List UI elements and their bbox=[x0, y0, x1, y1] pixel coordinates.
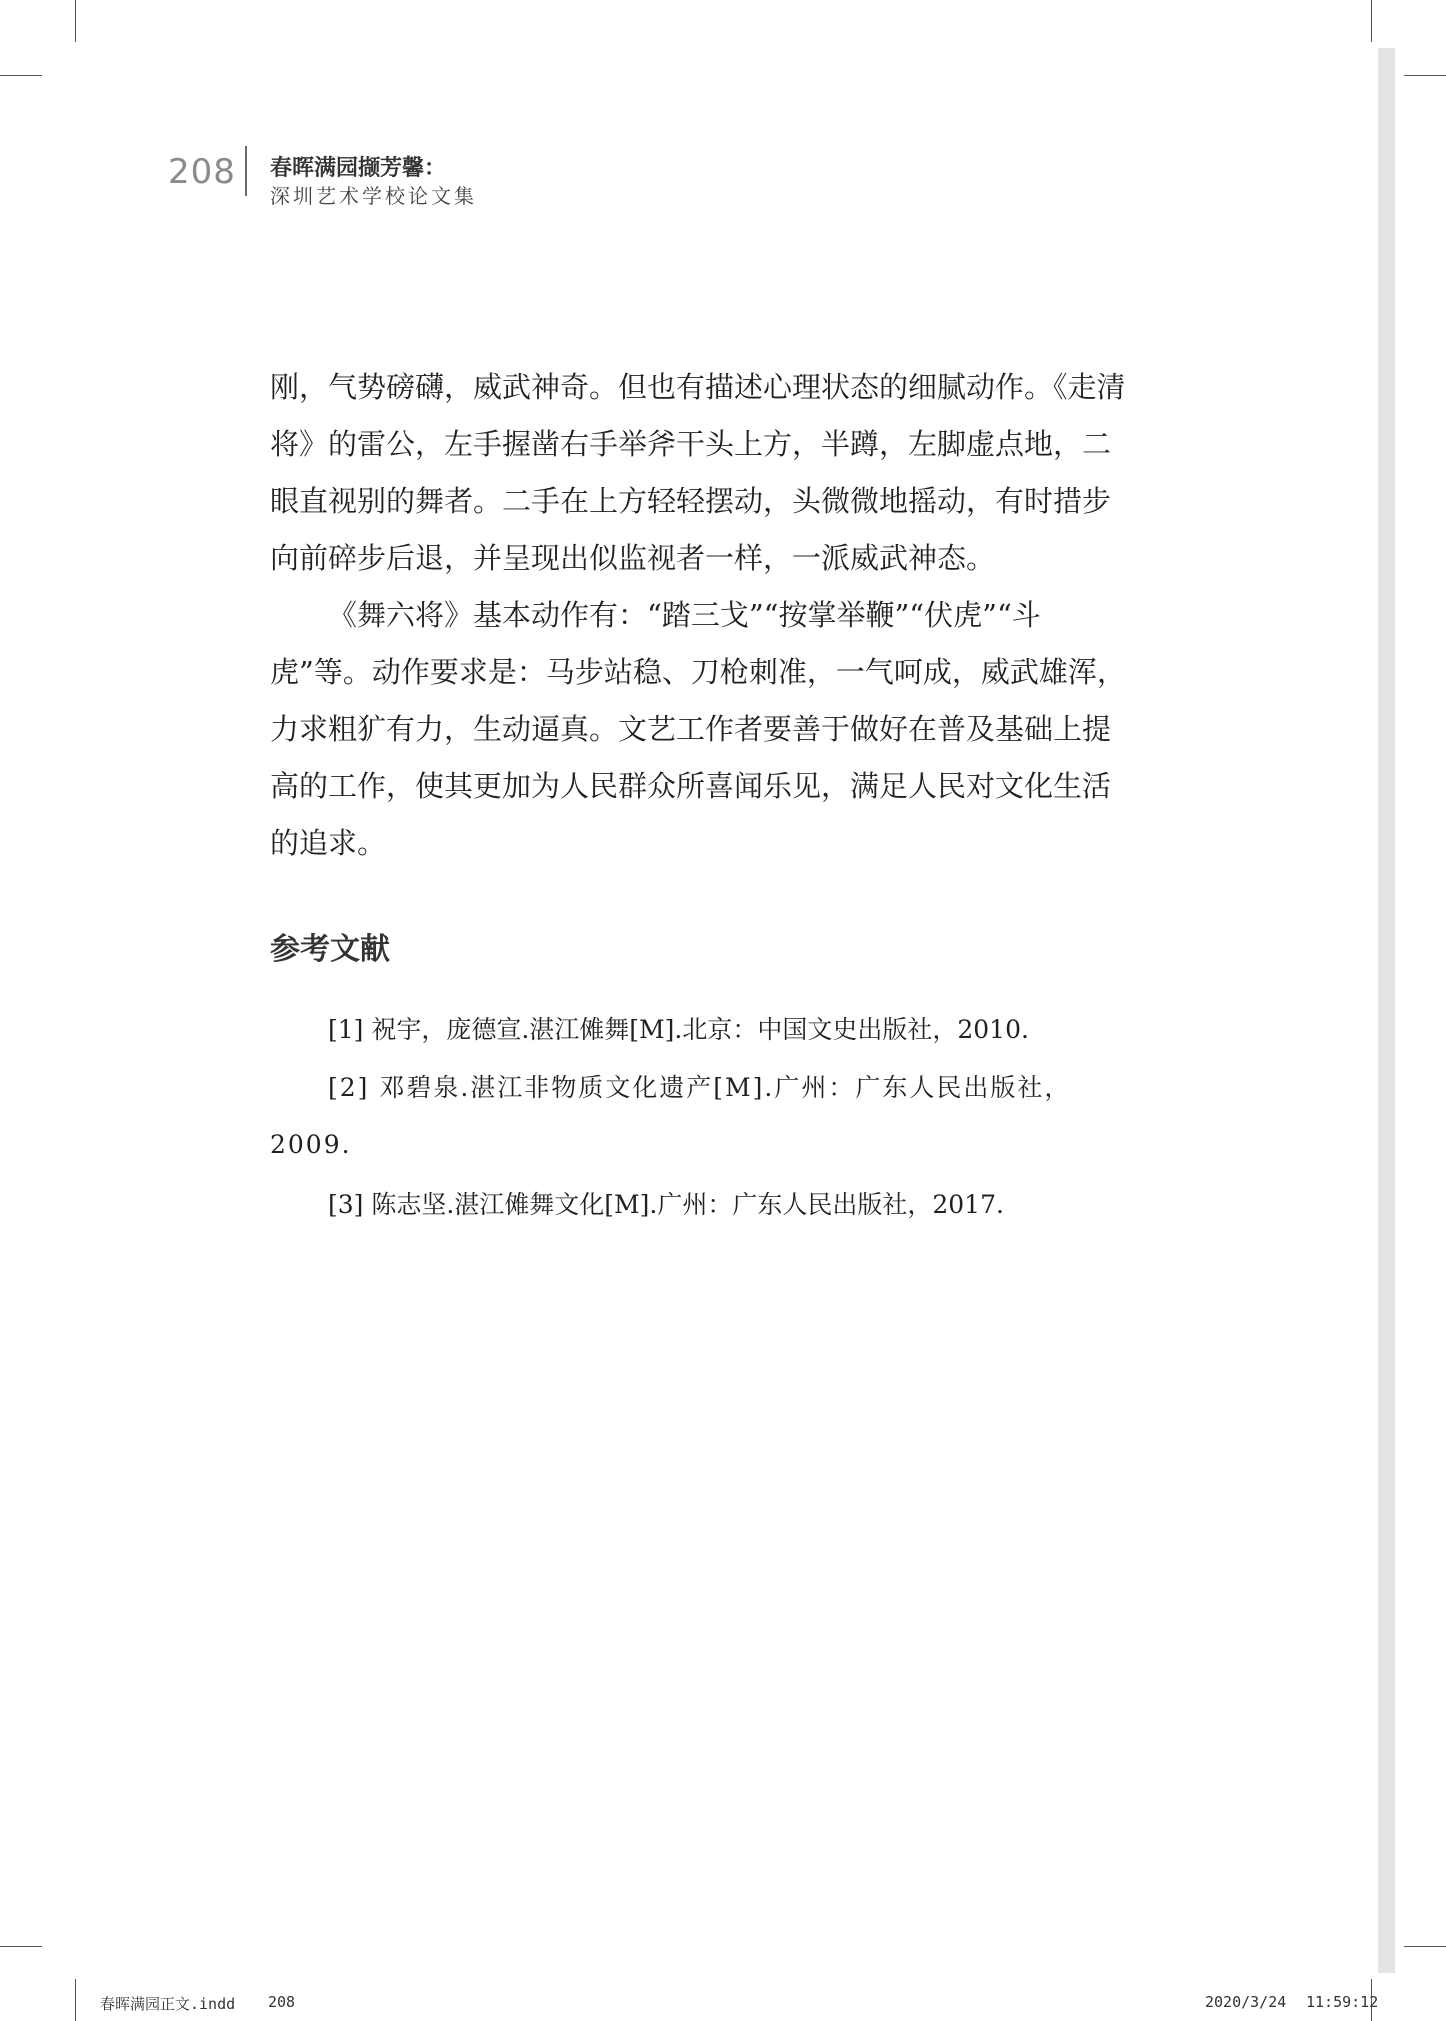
reference-item-3: [3] 陈志坚.湛江傩舞文化[M].广州：广东人民出版社，2017. bbox=[328, 1190, 1004, 1219]
body-paragraph-1: 刚，气势磅礴，威武神奇。但也有描述心理状态的细腻动作。《走清将》的雷公，左手握凿右手举斧干头上方，半蹲，左脚虚点地，二眼直视别的舞者。二手在上方轻轻摆动，头微微地摇动，有时措步向前碎步后退，并呈现出似监视者一样，一派威武神态。 bbox=[270, 370, 1126, 575]
crop-mark-top-right-horizontal bbox=[1404, 75, 1446, 76]
crop-mark-bottom-right-horizontal bbox=[1404, 1946, 1446, 1947]
crop-mark-top-left bbox=[75, 0, 76, 42]
page-number: 208 bbox=[168, 152, 236, 192]
footer-time: 11:59:12 bbox=[1306, 1993, 1379, 2011]
header-divider bbox=[245, 146, 247, 196]
crop-mark-top-left-horizontal bbox=[0, 75, 42, 76]
book-title: 春晖满园撷芳馨： bbox=[270, 156, 447, 181]
footer-date: 2020/3/24 bbox=[1205, 1993, 1287, 2011]
body-paragraph-2: 《舞六将》基本动作有：“踏三戈”“按掌举鞭”“伏虎”“斗虎”等。动作要求是：马步站稳、刀枪刺准，一气呵成，威武雄浑，力求粗犷有力，生动逼真。文艺工作者要善于做好在普及基础上提高的工作，使其更加为人民群众所喜闻乐见，满足人民对文化生活的追求。 bbox=[270, 598, 1126, 860]
references-heading: 参考文献 bbox=[270, 932, 390, 967]
reference-item-1: [1] 祝宇，庞德宣.湛江傩舞[M].北京：中国文史出版社，2010. bbox=[328, 1015, 1029, 1044]
book-subtitle: 深圳艺术学校论文集 bbox=[270, 184, 477, 208]
footer-page: 208 bbox=[268, 1993, 296, 2011]
footer-file-name: 春晖满园正文.indd bbox=[100, 1995, 236, 2013]
crop-mark-bottom-left-horizontal bbox=[0, 1946, 42, 1947]
crop-mark-top-right bbox=[1371, 0, 1372, 42]
reference-item-2: [2] 邓碧泉.湛江非物质文化遗产[M].广州：广东人民出版社，2009. bbox=[270, 1073, 1072, 1159]
crop-mark-bottom-left bbox=[75, 1979, 76, 2021]
bleed-strip bbox=[1378, 48, 1395, 1973]
